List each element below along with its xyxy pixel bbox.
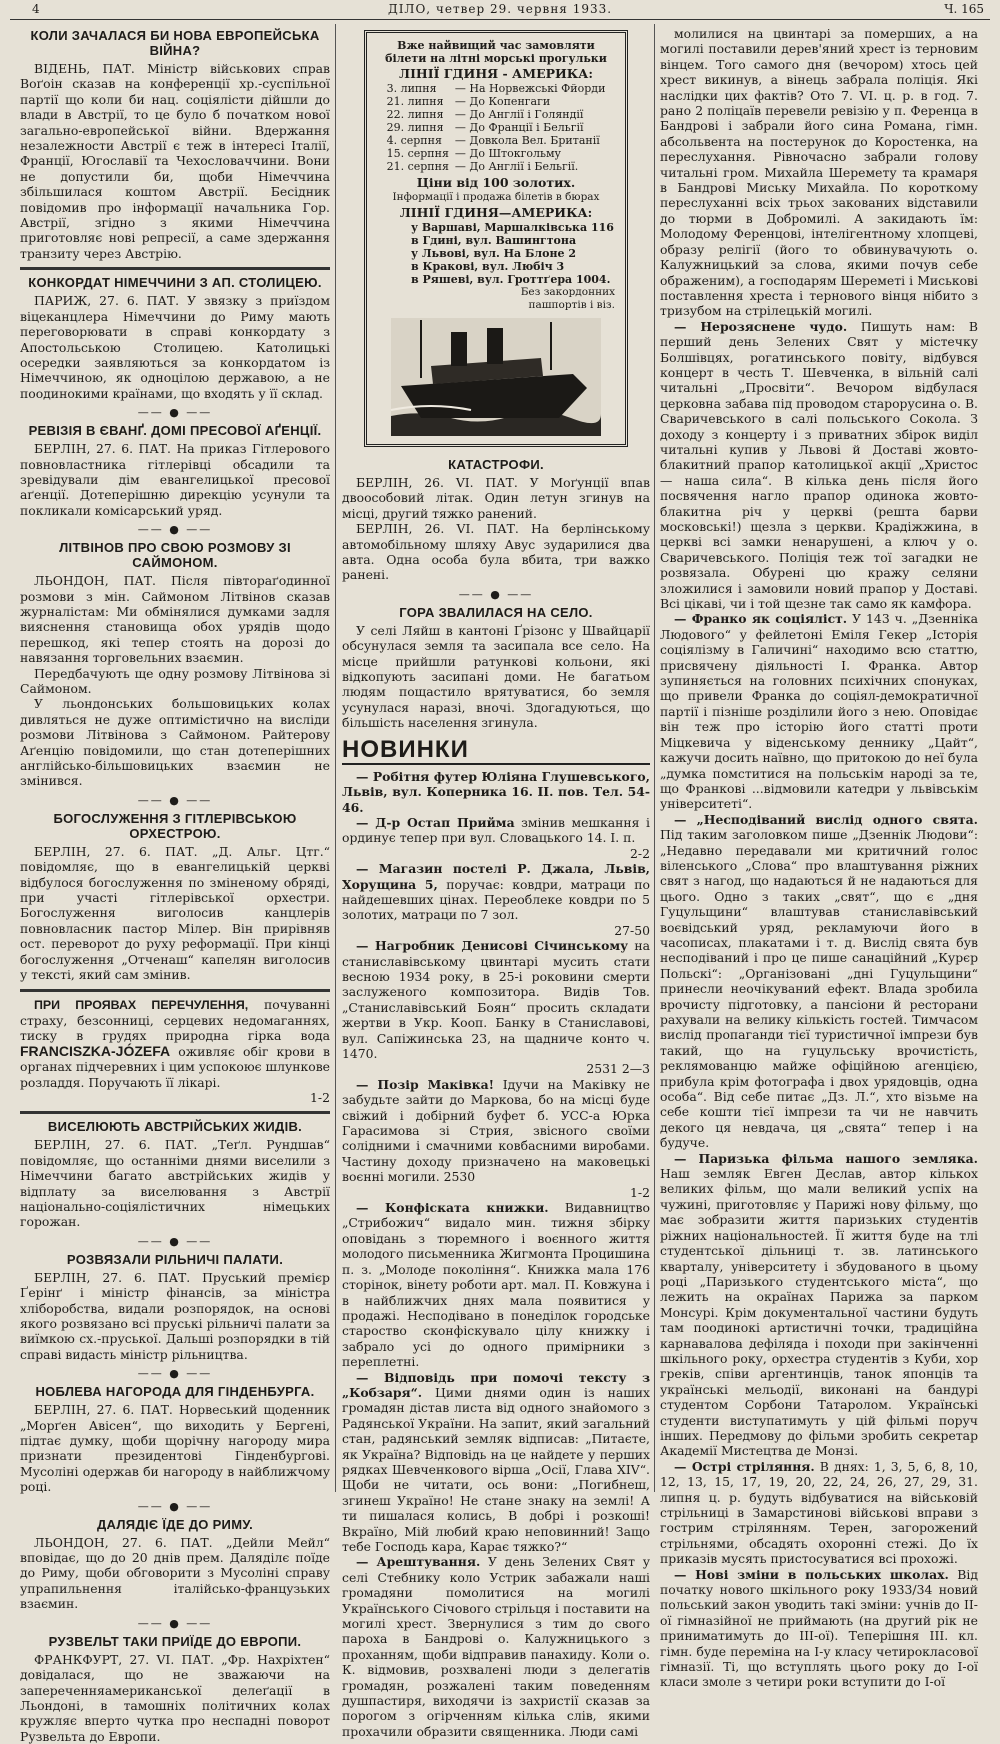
article-body	[20, 1402, 330, 1494]
news-item-title: — Нові зміни в польських школах.	[674, 1566, 949, 1582]
news-item-title: — Конфіската книжки.	[356, 1200, 549, 1216]
article-text: „Теґл. Рундшав“ повідомляє, що останніми днями виселили з Німеччини багато австрійських жидів у відплату за виселювання з Австрії національно-соціялістичних німецьких горожан.	[20, 1137, 330, 1230]
article-headline: ДАЛЯДІЄ ЇДЕ ДО РИМУ.	[96, 1516, 254, 1532]
trip-row	[384, 160, 609, 173]
office-address: у Львові, вул. На Блоне 2	[411, 247, 576, 260]
ornament-separator: —— ● ——	[137, 1367, 213, 1381]
article-body	[20, 441, 330, 518]
article-text: Норвеський щоденник „Морґен Авісен“, що виходить у Бергені, підтає думку, щоби щорічну нагороду мира признати президентові Гінденбургові. Мусоліні одержав би нагороду в найближчому році.	[20, 1402, 330, 1495]
trip-destination: — На Норвежські Фйорди	[454, 82, 606, 95]
column-2	[342, 26, 650, 1739]
news-item	[660, 812, 978, 1151]
ad-brand: FRANCISZKA-JÓZEFA	[20, 1042, 171, 1059]
news-item-text: Під таким заголовком пише „Дзеннік Людови“: „Недавно передавали ми критичний голос віленського „Слова“ про влаштування ріжних свят з нагод, що надаються й не надаються для цього. Одно з таких „свят“, що є „дня Гуцульщини“ влаштував станиславівський воєвідський уряд, рекламуючи його в часописах, плакатами і т. д. Вислід свята був несподіваний і про це пише санаційний „Курєр Польскі“: „Організовані „дні Гуцульщини“ принесли неочікуваний ефект. Влада зробила врочисту підготовку, а пансіони й ресторани рахували на велику кількість гостей. Тимчасом вислід пропаганди тієї туристичної імпрези був такий, що на гуцульську врочистість, реклямованцю майже офіційною агенцією, прибула крім фотографа і двох урядовців, одна особа“. Від себе питає „Дз. Л.“, хто візьме на себе кошти тієї імпрези та чи не навчить декого ця невдача, ця „свята“ тепер і на будуче.	[660, 827, 978, 1151]
dateline: ВІДЕНЬ, ПАТ.	[34, 61, 135, 76]
section-heading-news: НОВИНКИ	[342, 737, 650, 765]
article-body	[20, 1270, 330, 1362]
news-item-code: 2-2	[630, 845, 650, 861]
trip-date: 21. липня	[386, 95, 444, 108]
column-1	[20, 26, 330, 1744]
article-headline: РЕВІЗІЯ В ЄВАНҐ. ДОМІ ПРЕСОВОЇ АҐЕНЦІЇ.	[28, 423, 322, 439]
trip-row	[384, 121, 609, 134]
news-item-text: В днях: 1, 3, 5, 6, 8, 10, 12, 13, 15, 17, 19, 20, 22, 24, 26, 27, 29, 31. липня ц. р. будуть відбуватися на військовій стрільниці в Замарстинові військові вправи з гострим стрілянням. Терен, загорожений стрільнями, обсадять охоронні стежі. До їх приказів мусять пристосуватися всі прохожі.	[660, 1458, 978, 1567]
trip-destination: — До Англії і Бельгії.	[454, 160, 579, 173]
masthead-date: ДІЛО, четвер 29. червня 1933.	[387, 2, 613, 16]
news-item-text: Від початку нового шкільного року 1933/34 новий польський закон уводить такі зміни: учнів до II-ої гімназійної не приймають (на другий рік не приниматимуть до III-ої). Теперішня III. кл. гімн. буде переміна на I-у класу четирокласової гімназії. Ті, що вступлять цього року до I-ої класи змоле з четири роки вступити до I-ої	[660, 1566, 978, 1690]
article-text: „Дейли Мейл“ вповідає, що до 20 днів прем. Даляділє поїде до Риму, щоби обговорити з Мусоліні справу упрапильнення італійсько-французьких взаємин.	[20, 1534, 330, 1612]
trip-date: 29. липня	[386, 121, 444, 134]
ad-text: почуванні страху, безсонниці, серцевих недомаганнях, тиску в грудях природна гірка вода	[20, 996, 330, 1044]
news-item-text: У день Зелених Свят у селі Стебнику коло Устрик забажали наші громадяни помолитися на могилі Українського Січового стрільця і поставити на могилі хрест. Звернулися з тим до свого пароха в Бандрові о. Калужницького з проханням, щоби відправив панахиду. Коли о. К. відмовив, розхвалені люди з делегатів громадян, розжалені таким поведенням душпастиря, виходячи із захристії сказав за порогом з огірченням кілька слів, якими прохачили образити священника. Люди самі	[342, 1554, 650, 1739]
article-text: Пруський премієр Ґерінґ і міністр фінансів, за міністра хліборобства, видали розпорядок, на основі якого розвязано всі пруські рільничі палати за виїмкою сх.-пруської. Дальші розпорядки в тій справі видасть міністр рільництва.	[20, 1269, 330, 1362]
dateline: ФРАНКФУРТ, 27. VI. ПАТ.	[34, 1651, 214, 1667]
article	[342, 605, 650, 731]
news-item-text: Наш земляк Евген Деслав, автор кількох великих фільм, що мали великий успіх на чужині, приготовляє у Парижі нову фільму, що має зобразити життя паризьких студентів ріжних національностей. Її життя буде на тлі студентської дільниці т. зв. латинського кварталу, університету і збудованого в цьому році „Паризького студентського міста“, що лежить на окраїнах Парижа за парком Монсурі. Крім документальної частини будуть там поодинокі артистичні точки, традиційна карнавалова дефіляда і походи при закінченні шкільного року, орхестра студентів з Куби, хор греків, співи аргентинців, танок японців та українські мельодії, виконані на бандурі студентом Сорбони Татаролом. Українські студенти виступатимуть у цій фільмі поруч інших. Передмову до фільми зробить секретар Академії Мистецтва де Монзі.	[660, 1166, 978, 1459]
office-address: в Ряшеві, вул. Гроттґера 1004.	[411, 273, 611, 286]
ad-line-name: ЛІНІЇ ГДИНЯ - АМЕРИКА:	[399, 66, 593, 81]
trip-date: 15. серпня	[386, 147, 449, 160]
article-paragraph: Передбачують ще одну розмову Літвінова зі Саймоном.	[20, 665, 330, 696]
column-3	[660, 26, 978, 1690]
dateline: БЕРЛІН, 27. 6. ПАТ.	[34, 843, 198, 859]
article-headline: БОГОСЛУЖЕННЯ З ГІТЛЕРІВСЬКОЮ ОРХЕСТРОЮ.	[53, 810, 297, 841]
news-item-text: молилися на цвинтарі за померших, а на могилі поставили дерев'яний хрест із терновим вінцем. Того самого дня (вечором) хтось цей хрест викинув, а вінець забрала поліція. Які наслідки цих фактів? Ото 7. VI. ц. р. в год. 7. рано 2 поліцаїв перевели ревізію у п. Ференца в Бандрові і забрали його сина Романа, гімн. абсольвента на постерунок до Коростенка, на переслухання. Рівночасно забрали голову читальні гром. Михайла Шеремету та крамаря в Бандрові Миську Михайла. По короткому переслуханні всіх трьох закованих відставили до тюрми в Добромилі. А закидають їм: Молодому Ференцові, інтелігентному хлопцеві, образу релігії (його то обвинувачують о. Калужницький за слова, якими почув себе ображеним), а господарям Шереметі і Миськові поставлення хреста і тернового вінця нібито з тризубом на стрілецькій могилі.	[660, 26, 978, 319]
article	[20, 811, 330, 983]
news-item-title: — Д-р Остап Прийма	[356, 814, 515, 830]
ornament-separator: —— ● ——	[137, 793, 213, 807]
office-address: у Варшаві, Маршалківська 116	[411, 221, 614, 234]
news-item	[342, 1200, 650, 1369]
article	[342, 457, 650, 583]
office-address: в Гдині, вул. Вашингтона	[411, 234, 577, 247]
ad-body	[20, 997, 330, 1106]
news-item	[342, 861, 650, 938]
dateline: БЕРЛІН, 27. 6. ПАТ.	[34, 1269, 191, 1285]
ship-funnel	[451, 332, 467, 366]
trip-date: 21. серпня	[386, 160, 449, 173]
news-item	[342, 815, 650, 861]
article	[20, 1517, 330, 1612]
article-text: Після півтораґодинної розмови з мін. Саймоном Літвінов сказав журналістам: Ми обмінялися думками задля вияснення становища обох урядів щодо перешкод, які тепер стоять на дорозі до навязання торговельних взаємин.	[20, 573, 330, 666]
news-item-text: змінив мешкання і ординує тепер при вул. Словацького 14. I. п.	[342, 814, 650, 846]
trip-date: 22. липня	[386, 108, 444, 121]
news-item	[660, 1459, 978, 1567]
article	[20, 28, 330, 261]
article-headline: ЛІТВІНОВ ПРО СВОЮ РОЗМОВУ ЗІ САЙМОНОМ.	[59, 540, 291, 571]
ad-text: оживляє обіг крови в органах підчеревних і цим успокоює шлункове розладдя. Поручають її лікарі.	[20, 1043, 330, 1090]
article-body	[20, 1535, 330, 1612]
dateline: БЕРЛІН, 27. 6. ПАТ.	[34, 1137, 198, 1153]
article-body	[20, 573, 330, 665]
dateline: ЛЬОНДОН, 27. 6. ПАТ.	[34, 1534, 213, 1550]
article-paragraph: У селі Ляйш в кантоні Ґрізонс у Швайцарії обсунулася земля та засипала все село. На місце прийшли ратункові кольони, які відкопують засипані доми. Не багатьом людям пощастило врятуватися, бо земля усунулася наразі, вночі. Здогадуються, що більшість населення згинула.	[342, 622, 650, 731]
trip-row	[384, 108, 609, 121]
news-item-title: — Позір Маківка!	[356, 1076, 495, 1092]
page-header	[10, 0, 990, 20]
article	[20, 423, 330, 518]
news-item-text: на станиславівському цвинтарі мусить стати весною 1934 року, в 25-і роковини смерти заслуженого композитора. Видів Тов. „Станиславівський Боян“ просить складати жертви в Укр. Кооп. Банку в Станиславові, вул. Сапіжинська 23, на щадниче конто ч. 1470.	[342, 938, 650, 1061]
article-text: Міністр військових справ Воґоін сказав на конференції хр.-суспільної партії що коли би нац. соціялісти дійшли до влади в Австрії, то це було б початком нової загально-европейської війни. Вдержання незалежности Австрії є теж в інтересі Італії, Франції, Югославії та Чехословаччини. Вони не допустили би, щоби Німеччина збільшилася коштом Австрії. Бесідник повідомив про інформації начальника Гор. Австрії, згідно з якими Німеччина приготовляє нові репресії, а саме здержання транзиту через Австрію.	[20, 61, 330, 261]
ship-illustration	[391, 318, 601, 436]
article-paragraph: У льондонських большовицьких колах дивляться не дуже оптимістично на висліди розмови Літвінова з Саймоном. Райтерову Аґенцію повідомили, що стан дотеперішних англійсько-більшовицьких взаємин не змінився.	[20, 696, 330, 789]
article-separator	[20, 267, 330, 270]
article-paragraph: БЕРЛІН, 26. VI. ПАТ. На берлінському автомобільному шляху Авус зударилися два авта. Одна особа була вбита, три важко ранені.	[342, 521, 650, 583]
news-item	[342, 769, 650, 815]
news-item-title: — Арештування.	[356, 1554, 481, 1570]
article	[20, 1634, 330, 1744]
ad-prices: Ціни від 100 золотих.	[416, 175, 576, 190]
trip-destination: — До Копенгаги	[454, 95, 551, 108]
dateline: БЕРЛІН, 27. 6. ПАТ.	[34, 441, 171, 457]
news-item	[342, 938, 650, 1077]
news-item-title: — Острі стріляння.	[674, 1458, 815, 1474]
trip-row	[384, 95, 609, 108]
article	[20, 275, 330, 401]
news-item	[342, 1554, 650, 1739]
trip-destination: — Довкола Вел. Британії	[454, 134, 600, 147]
ornament-separator: —— ● ——	[137, 406, 213, 420]
news-item-title: — Франко як соціяліст.	[674, 611, 848, 627]
news-item-text: Пишуть нам: В перший день Зелених Свят у містечку Болшівцях, рогатинського повіту, відбувся концерт в честь Т. Шевченка, в вільній салі читальні „Просвіти“. Вечором відбулася церковна забава під проводом старорусина о. В. Сваричевського в салі польського Сокола. З доходу з концерту і з приватних збірок виділ читальні купив у Львові й Доставі жовто-блакитний прапор католицької акції „Христос — наша сила“. В кілька день після його посвячення нагло прапор одинока жовто-блакитна річ у церкві (решта барви московські!) щезла з церкви. Крадіжжина, в церкві всі замки ненарушені, а ключ у о. Сваричевського. Поліція теж тої загадки не розвязала. Обурені цю кражу селяни зложилися і замовили новий прапор у Доставі. Всі цікаві, чи і той щезне так само як камфора.	[660, 318, 978, 612]
trip-list	[384, 82, 609, 173]
article-body	[20, 1652, 330, 1744]
dateline: ПАРИЖ, 27. 6. ПАТ.	[34, 293, 180, 309]
ad-code: 1-2	[310, 1089, 330, 1105]
news-item-text: Ідучи на Маківку не забудьте зайти до Маркова, бо на місці буде свіжий і добірний буфет б. УСС-а Юрка Гарасимова зі Стрия, звісного своїми солідними і смачними ковбасними виробами. Частину доходу призначено на маковецькі воєнні могили. 2530	[342, 1076, 650, 1185]
header-rule	[10, 19, 990, 20]
advertisement-gdynia-america	[364, 30, 628, 447]
article-body	[20, 293, 330, 401]
news-item-code: 1-2	[630, 1184, 650, 1200]
trip-row	[384, 134, 609, 147]
dateline: ЛЬОНДОН, ПАТ.	[34, 573, 156, 589]
office-list	[377, 221, 615, 286]
article	[20, 1384, 330, 1494]
article-separator	[20, 989, 330, 992]
article-headline: РУЗВЕЛЬТ ТАКИ ПРИЇДЕ ДО ЕВРОПИ.	[48, 1633, 302, 1649]
news-item-title: — Нагробник Денисові Січинському	[356, 938, 629, 954]
article-text: У звязку з приїздом віцеканцлера Німеччини до Риму мають переговорювати в справі конкордату з Апостольською Столицею. Католицькі осередки заявляються за конкордатом із Німеччиною, як одноцілою державою, а не поодинокими країнами, що входять у її склад.	[20, 293, 330, 401]
news-item-title: — Паризька фільма нашого земляка.	[674, 1150, 978, 1166]
office-address: в Кракові, вул. Любіч 3	[411, 260, 565, 273]
article-headline: РОЗВЯЗАЛИ РІЛЬНИЧІ ПАЛАТИ.	[66, 1251, 284, 1267]
trip-destination: — До Штокгольму	[454, 147, 561, 160]
trip-destination: — До Франції і Бельгії	[454, 121, 584, 134]
news-item-title: — Робітня футер Юліяна Глушевського, Львів, вул. Коперника 16. II. пов. Тел. 54-46.	[342, 768, 650, 815]
news-item	[660, 1151, 978, 1459]
ornament-separator: —— ● ——	[137, 1499, 213, 1513]
news-items	[342, 769, 650, 1740]
article-body	[20, 1137, 330, 1229]
ornament-separator: —— ● ——	[137, 523, 213, 537]
trip-schedule	[384, 82, 609, 173]
article-text: „Фр. Нахріхтен“ довідалася, що не зважаючи на запереченняамериканської делеґації в Льондоні, в тамошніх політичних колах кружляє вперто чутка про неспадні поворот Рузвельта до Европи.	[20, 1651, 330, 1744]
article-headline: КОНКОРДАТ НІМЕЧЧИНИ З АП. СТОЛИЦЕЮ.	[28, 275, 322, 291]
article-headline: КОЛИ ЗАЧАЛАСЯ БИ НОВА ЕВРОПЕЙСЬКА ВІЙНА?	[30, 28, 320, 58]
ornament-separator: —— ● ——	[458, 587, 534, 601]
news-item-code: 27-50	[614, 922, 650, 938]
news-item	[660, 26, 978, 319]
news-item-code: 2531 2—3	[586, 1061, 650, 1077]
article-headline: КАТАСТРОФИ.	[448, 457, 544, 472]
column-divider	[335, 24, 336, 1492]
article-text: На приказ Гітлерового повновластника гітлерівці обсадили та зревідували дім евангелицької пресової аґенції. Дотеперішню дирекцію усунули та покликали комісарський уряд.	[20, 441, 330, 518]
ornament-separator: —— ● ——	[137, 1234, 213, 1248]
news-item-text: У 143 ч. „Дзенніка Людового“ у фейлетоні Еміля Гекер „Історія соціялізму в Галичині“ находимо всю статтю, присвячену діяльності І. Франка. Автор зупиняється на головних психічних спонуках, що привели Франка до соціял-демократичної партії і пізніше розділили його з нею. Оповідає він теж про історію його статті проти Міцкевича у віденському деннику „Цайт“, кажучи досить наївно, що притокою до неї була „думка помститися на польськім народі за те, що Франкові ...відмовили катедри у львівськім університеті“.	[660, 611, 978, 812]
ad-info: Інформації і продажа білетів в бюрах	[392, 191, 600, 203]
trip-row	[384, 147, 609, 160]
news-item-title: — „Несподіваний вислід одного свята.	[674, 811, 978, 827]
article	[20, 1252, 330, 1362]
ad-note: пашпортів і віз.	[528, 299, 615, 311]
trip-date: 3. липня	[386, 82, 437, 95]
ornament-separator: —— ● ——	[137, 1616, 213, 1630]
dateline: БЕРЛІН, 27. 6. ПАТ.	[34, 1402, 173, 1418]
trip-row	[384, 82, 609, 95]
news-item-title: — Відповідь при помочі тексту з „Кобзаря“.	[342, 1369, 650, 1400]
news-item	[342, 1077, 650, 1200]
news-item-text: Видавництво „Стрибожич“ видало мин. тижня збірку оповідань з тюремного і воєнного життя молодого письменника Жигмонта Процишина п. з. „Молоде покоління“. Книжка мала 176 сторінок, вінету роботи арт. мал. П. Ковжуна і в найближчих днях мала появитися у продажі. Несподівано в понеділок городське староство сконфіскувало цілу книжку і забрало усі до одного примірники з переплетні.	[342, 1200, 650, 1370]
trip-date: 4. серпня	[386, 134, 442, 147]
news-item-title: — Магазин постелі Р. Джала, Львів, Хорущина 5,	[342, 861, 650, 892]
ad-note: Без закордонних	[520, 286, 615, 298]
article	[20, 1119, 330, 1229]
article-headline: НОБЛЕВА НАГОРОДА ДЛЯ ГІНДЕНБУРГА.	[35, 1384, 315, 1400]
article-paragraph: БЕРЛІН, 26. VI. ПАТ. У Моґунції впав двоособовий літак. Один летун згинув на місці, другий тяжко ранений.	[342, 475, 650, 521]
page-number: 4	[32, 2, 40, 16]
news-item-title: — Нерозяснене чудо.	[674, 318, 848, 334]
news-item	[660, 611, 978, 811]
issue-number: Ч. 165	[944, 2, 984, 16]
article-headline: ГОРА ЗВАЛИЛАСЯ НА СЕЛО.	[399, 604, 593, 620]
news-item-text: Цими днями один із наших громадян дістав листа від одного знайомого з Радянської України. На запит, який загальний стан, радянський земляк відписав: „Питаєте, як Україна? Відповідь на це найдете у перших рядках Шевченкового вірша „Осії, Глава XIV“. Щоби не читати, ось вони: „Погибнеш, згинеш Україно! Не стане знаку на землі! А ти пишалася колись, В добрі і розкоші! Вкраїно, Мій любий краю неповинний! Защо тебе Господь кара, Карає тяжко?“	[342, 1384, 650, 1554]
trip-destination: — До Англії і Голяндії	[454, 108, 584, 121]
news-items	[660, 26, 978, 1690]
article-separator	[20, 1111, 330, 1114]
ad-intro: Вже найвищий час замовляти білети на літні морські прогульки	[385, 39, 607, 65]
ship-funnel	[487, 328, 503, 364]
article-body	[20, 61, 330, 261]
news-item	[660, 1567, 978, 1690]
article-headline: ВИСЕЛЮЮТЬ АВСТРІЙСЬКИХ ЖИДІВ.	[47, 1119, 303, 1135]
news-item	[660, 319, 978, 612]
column-divider	[654, 24, 655, 1492]
news-item	[342, 1370, 650, 1555]
advertisement-franz-josef	[20, 997, 330, 1106]
article	[20, 540, 330, 789]
news-item-text: поручає: ковдри, матраци по найдешевших цінах. Переоблеке ковдри по 5 золотих, матраци по 7 зол.	[342, 876, 650, 923]
article-text: „Д. Альг. Цтг.“ повідомляє, що в евангелицькій церкві відбулося богослуження по зміненому обряді, при участі гітлерівської орхестри. Богослуження виголосив канцлерів повновласник пастор Мілер. Він прирівняв ост. переворот до руху реформації. При кінці богослуження „Отченаш“ капелян виголосив у тексті, який сам змінив.	[20, 843, 330, 983]
article-body	[20, 844, 330, 983]
ad-lead: ПРИ ПРОЯВАХ ПЕРЕЧУЛЕННЯ,	[34, 997, 249, 1012]
ad-line-name: ЛІНІЇ ГДИНЯ—АМЕРИКА:	[399, 205, 593, 220]
